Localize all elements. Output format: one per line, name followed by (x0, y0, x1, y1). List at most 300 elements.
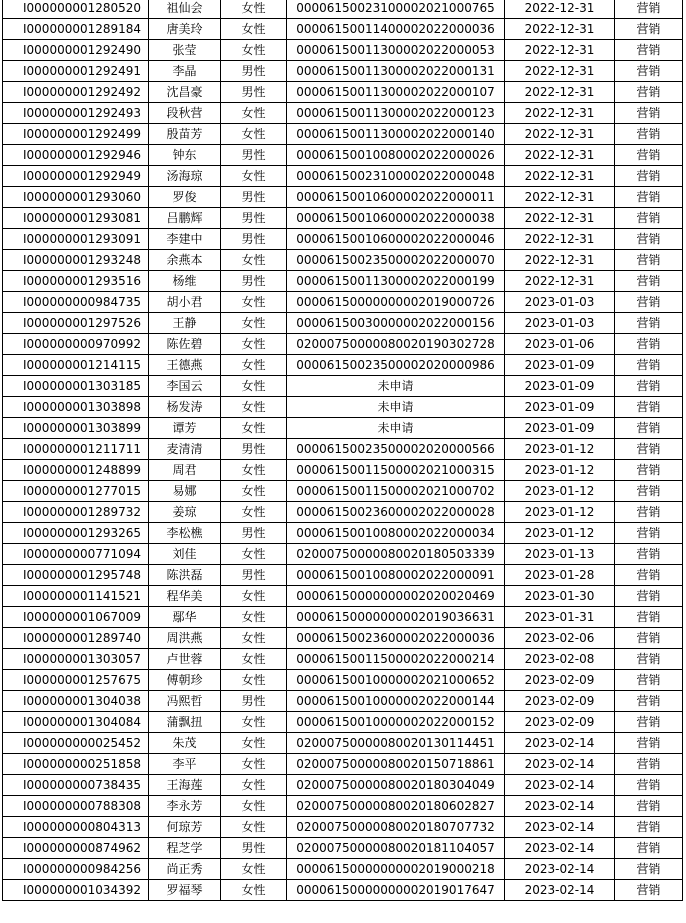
employee-id-cell: I000000000874962 (3, 838, 149, 859)
employee-id-cell: I000000001304038 (3, 691, 149, 712)
employee-id-cell: I000000001289184 (3, 19, 149, 40)
table-row (3, 796, 683, 817)
employee-id-cell: I000000001067009 (3, 607, 149, 628)
date-cell: 2023-02-14 (505, 796, 615, 817)
employee-id-cell: I000000000771094 (3, 544, 149, 565)
date-cell: 2023-02-14 (505, 838, 615, 859)
table-row (3, 649, 683, 670)
table-row (3, 502, 683, 523)
employee-id-cell: I000000001293091 (3, 229, 149, 250)
name-cell: 李永芳 (149, 796, 221, 817)
date-cell: 2022-12-31 (505, 229, 615, 250)
department-cell: 营销 (615, 229, 683, 250)
table-row (3, 628, 683, 649)
certificate-number-cell: 02000750000080020180707732 (287, 817, 505, 838)
certificate-number-cell: 00006150000000002020020469 (287, 586, 505, 607)
department-cell: 营销 (615, 82, 683, 103)
employee-id-cell: I000000001248899 (3, 460, 149, 481)
gender-cell: 女性 (221, 607, 287, 628)
name-cell: 尚正秀 (149, 859, 221, 880)
table-row (3, 481, 683, 502)
certificate-number-cell: 00006150030000002022000156 (287, 313, 505, 334)
department-cell: 营销 (615, 145, 683, 166)
date-cell: 2023-01-28 (505, 565, 615, 586)
name-cell: 沈昌豪 (149, 82, 221, 103)
employee-id-cell: I000000001293516 (3, 271, 149, 292)
name-cell: 唐美玲 (149, 19, 221, 40)
table-row (3, 271, 683, 292)
gender-cell: 男性 (221, 187, 287, 208)
name-cell: 杨维 (149, 271, 221, 292)
department-cell: 营销 (615, 439, 683, 460)
gender-cell: 女性 (221, 502, 287, 523)
certificate-number-cell: 00006150010600002022000046 (287, 229, 505, 250)
gender-cell: 女性 (221, 544, 287, 565)
table-row (3, 61, 683, 82)
date-cell: 2023-01-09 (505, 397, 615, 418)
gender-cell: 男性 (221, 838, 287, 859)
gender-cell: 女性 (221, 628, 287, 649)
date-cell: 2023-01-12 (505, 502, 615, 523)
department-cell: 营销 (615, 334, 683, 355)
employee-id-cell: I000000001211711 (3, 439, 149, 460)
date-cell: 2023-01-09 (505, 376, 615, 397)
table-row (3, 880, 683, 901)
gender-cell: 女性 (221, 712, 287, 733)
certificate-number-cell: 00006150010080002022000091 (287, 565, 505, 586)
table-row (3, 565, 683, 586)
gender-cell: 女性 (221, 250, 287, 271)
name-cell: 祖仙会 (149, 0, 221, 19)
gender-cell: 女性 (221, 376, 287, 397)
date-cell: 2023-01-12 (505, 439, 615, 460)
date-cell: 2022-12-31 (505, 250, 615, 271)
name-cell: 陈洪磊 (149, 565, 221, 586)
employee-id-cell: I000000000788308 (3, 796, 149, 817)
table-row (3, 523, 683, 544)
employee-id-cell: I000000001293060 (3, 187, 149, 208)
certificate-number-cell: 00006150011500002022000214 (287, 649, 505, 670)
certificate-number-cell: 未申请 (287, 397, 505, 418)
name-cell: 钟东 (149, 145, 221, 166)
date-cell: 2023-01-12 (505, 523, 615, 544)
name-cell: 王海莲 (149, 775, 221, 796)
department-cell: 营销 (615, 187, 683, 208)
date-cell: 2022-12-31 (505, 124, 615, 145)
certificate-number-cell: 00006150011300002022000053 (287, 40, 505, 61)
certificate-number-cell: 00006150011300002022000131 (287, 61, 505, 82)
department-cell: 营销 (615, 19, 683, 40)
name-cell: 李晶 (149, 61, 221, 82)
date-cell: 2023-01-06 (505, 334, 615, 355)
table-row (3, 145, 683, 166)
table-row (3, 544, 683, 565)
department-cell: 营销 (615, 124, 683, 145)
employee-id-cell: I000000001289740 (3, 628, 149, 649)
department-cell: 营销 (615, 607, 683, 628)
gender-cell: 女性 (221, 334, 287, 355)
department-cell: 营销 (615, 271, 683, 292)
employee-id-cell: I000000001293081 (3, 208, 149, 229)
employee-id-cell: I000000001292493 (3, 103, 149, 124)
employee-id-cell: I000000001292491 (3, 61, 149, 82)
name-cell: 李建中 (149, 229, 221, 250)
department-cell: 营销 (615, 208, 683, 229)
date-cell: 2022-12-31 (505, 208, 615, 229)
date-cell: 2023-01-09 (505, 355, 615, 376)
gender-cell: 女性 (221, 754, 287, 775)
name-cell: 周洪燕 (149, 628, 221, 649)
employee-id-cell: I000000000804313 (3, 817, 149, 838)
name-cell: 余燕本 (149, 250, 221, 271)
department-cell: 营销 (615, 544, 683, 565)
gender-cell: 男性 (221, 271, 287, 292)
table-row (3, 313, 683, 334)
department-cell: 营销 (615, 733, 683, 754)
table-row (3, 292, 683, 313)
gender-cell: 女性 (221, 103, 287, 124)
employee-id-cell: I000000001280520 (3, 0, 149, 19)
department-cell: 营销 (615, 0, 683, 19)
name-cell: 张莹 (149, 40, 221, 61)
gender-cell: 男性 (221, 61, 287, 82)
certificate-number-cell: 00006150011500002021000315 (287, 460, 505, 481)
gender-cell: 女性 (221, 355, 287, 376)
name-cell: 罗俊 (149, 187, 221, 208)
date-cell: 2023-01-12 (505, 481, 615, 502)
gender-cell: 女性 (221, 817, 287, 838)
date-cell: 2023-01-12 (505, 460, 615, 481)
date-cell: 2022-12-31 (505, 166, 615, 187)
certificate-number-cell: 02000750000080020190302728 (287, 334, 505, 355)
certificate-number-cell: 00006150010000002021000652 (287, 670, 505, 691)
name-cell: 吕鹏辉 (149, 208, 221, 229)
table-row (3, 670, 683, 691)
name-cell: 朱茂 (149, 733, 221, 754)
name-cell: 李松樵 (149, 523, 221, 544)
date-cell: 2022-12-31 (505, 82, 615, 103)
table-body (3, 0, 683, 901)
department-cell: 营销 (615, 397, 683, 418)
gender-cell: 男性 (221, 145, 287, 166)
table-row (3, 355, 683, 376)
table-row (3, 859, 683, 880)
name-cell: 蒲飘扭 (149, 712, 221, 733)
gender-cell: 女性 (221, 40, 287, 61)
date-cell: 2023-02-14 (505, 859, 615, 880)
employee-id-cell: I000000001297526 (3, 313, 149, 334)
employee-id-cell: I000000000984735 (3, 292, 149, 313)
table-row (3, 817, 683, 838)
name-cell: 周君 (149, 460, 221, 481)
name-cell: 卢世蓉 (149, 649, 221, 670)
gender-cell: 女性 (221, 733, 287, 754)
table-row (3, 418, 683, 439)
employee-id-cell: I000000000251858 (3, 754, 149, 775)
department-cell: 营销 (615, 313, 683, 334)
certificate-number-cell: 00006150023600002022000028 (287, 502, 505, 523)
certificate-number-cell: 02000750000080020180602827 (287, 796, 505, 817)
table-row (3, 250, 683, 271)
employee-id-cell: I000000001277015 (3, 481, 149, 502)
table-row (3, 334, 683, 355)
employee-id-cell: I000000001303057 (3, 649, 149, 670)
gender-cell: 男性 (221, 439, 287, 460)
date-cell: 2023-02-14 (505, 733, 615, 754)
date-cell: 2023-02-14 (505, 754, 615, 775)
certificate-number-cell: 未申请 (287, 376, 505, 397)
date-cell: 2022-12-31 (505, 0, 615, 19)
department-cell: 营销 (615, 166, 683, 187)
gender-cell: 男性 (221, 523, 287, 544)
name-cell: 罗福琴 (149, 880, 221, 901)
certificate-number-cell: 00006150011300002022000199 (287, 271, 505, 292)
table-row (3, 460, 683, 481)
employee-id-cell: I000000001304084 (3, 712, 149, 733)
name-cell: 李平 (149, 754, 221, 775)
date-cell: 2023-02-14 (505, 775, 615, 796)
name-cell: 陈佐碧 (149, 334, 221, 355)
table-row (3, 838, 683, 859)
department-cell: 营销 (615, 754, 683, 775)
certificate-number-cell: 00006150000000002019000218 (287, 859, 505, 880)
date-cell: 2023-02-09 (505, 691, 615, 712)
department-cell: 营销 (615, 481, 683, 502)
certificate-number-cell: 02000750000080020150718861 (287, 754, 505, 775)
gender-cell: 女性 (221, 397, 287, 418)
gender-cell: 男性 (221, 229, 287, 250)
gender-cell: 女性 (221, 313, 287, 334)
name-cell: 汤海琼 (149, 166, 221, 187)
gender-cell: 男性 (221, 565, 287, 586)
name-cell: 程华美 (149, 586, 221, 607)
name-cell: 程芝学 (149, 838, 221, 859)
gender-cell: 女性 (221, 796, 287, 817)
certificate-number-cell: 00006150023500002020000566 (287, 439, 505, 460)
gender-cell: 女性 (221, 880, 287, 901)
employee-id-cell: I000000000738435 (3, 775, 149, 796)
name-cell: 段秋营 (149, 103, 221, 124)
gender-cell: 女性 (221, 19, 287, 40)
department-cell: 营销 (615, 103, 683, 124)
name-cell: 何琼芳 (149, 817, 221, 838)
date-cell: 2023-02-09 (505, 670, 615, 691)
employee-id-cell: I000000001293248 (3, 250, 149, 271)
name-cell: 王静 (149, 313, 221, 334)
employee-id-cell: I000000001295748 (3, 565, 149, 586)
name-cell: 麦清清 (149, 439, 221, 460)
department-cell: 营销 (615, 61, 683, 82)
name-cell: 杨发涛 (149, 397, 221, 418)
department-cell: 营销 (615, 586, 683, 607)
department-cell: 营销 (615, 355, 683, 376)
certificate-number-cell: 00006150011400002022000036 (287, 19, 505, 40)
table-row (3, 208, 683, 229)
employee-id-cell: I000000000984256 (3, 859, 149, 880)
table-row (3, 397, 683, 418)
date-cell: 2023-01-03 (505, 313, 615, 334)
department-cell: 营销 (615, 670, 683, 691)
table-row (3, 187, 683, 208)
department-cell: 营销 (615, 628, 683, 649)
employee-id-cell: I000000000025452 (3, 733, 149, 754)
table-row (3, 124, 683, 145)
personnel-table (2, 0, 683, 901)
date-cell: 2023-02-14 (505, 817, 615, 838)
gender-cell: 女性 (221, 670, 287, 691)
name-cell: 鄢华 (149, 607, 221, 628)
department-cell: 营销 (615, 376, 683, 397)
date-cell: 2023-01-03 (505, 292, 615, 313)
certificate-number-cell: 00006150011500002021000702 (287, 481, 505, 502)
gender-cell: 男性 (221, 82, 287, 103)
employee-id-cell: I000000001292490 (3, 40, 149, 61)
name-cell: 刘佳 (149, 544, 221, 565)
department-cell: 营销 (615, 460, 683, 481)
date-cell: 2023-02-06 (505, 628, 615, 649)
department-cell: 营销 (615, 712, 683, 733)
certificate-number-cell: 00006150010080002022000034 (287, 523, 505, 544)
date-cell: 2022-12-31 (505, 271, 615, 292)
certificate-number-cell: 00006150011300002022000123 (287, 103, 505, 124)
name-cell: 谭芳 (149, 418, 221, 439)
certificate-number-cell: 02000750000080020180304049 (287, 775, 505, 796)
name-cell: 李国云 (149, 376, 221, 397)
date-cell: 2022-12-31 (505, 103, 615, 124)
date-cell: 2023-02-14 (505, 880, 615, 901)
certificate-number-cell: 00006150010600002022000011 (287, 187, 505, 208)
certificate-number-cell: 00006150010080002022000026 (287, 145, 505, 166)
employee-id-cell: I000000001303898 (3, 397, 149, 418)
name-cell: 傅朝珍 (149, 670, 221, 691)
table-row (3, 712, 683, 733)
certificate-number-cell: 00006150023500002020000986 (287, 355, 505, 376)
table-row (3, 733, 683, 754)
table-row (3, 754, 683, 775)
table-row (3, 19, 683, 40)
name-cell: 胡小君 (149, 292, 221, 313)
certificate-number-cell: 02000750000080020180503339 (287, 544, 505, 565)
certificate-number-cell: 00006150011300002022000140 (287, 124, 505, 145)
name-cell: 殷苗芳 (149, 124, 221, 145)
certificate-number-cell: 00006150010000002022000144 (287, 691, 505, 712)
date-cell: 2022-12-31 (505, 145, 615, 166)
gender-cell: 男性 (221, 691, 287, 712)
date-cell: 2022-12-31 (505, 61, 615, 82)
date-cell: 2022-12-31 (505, 40, 615, 61)
certificate-number-cell: 00006150000000002019017647 (287, 880, 505, 901)
name-cell: 冯熙哲 (149, 691, 221, 712)
table-row (3, 586, 683, 607)
gender-cell: 女性 (221, 775, 287, 796)
gender-cell: 女性 (221, 124, 287, 145)
certificate-number-cell: 未申请 (287, 418, 505, 439)
employee-id-cell: I000000001292949 (3, 166, 149, 187)
date-cell: 2022-12-31 (505, 187, 615, 208)
department-cell: 营销 (615, 250, 683, 271)
table-row (3, 376, 683, 397)
department-cell: 营销 (615, 691, 683, 712)
employee-id-cell: I000000001293265 (3, 523, 149, 544)
certificate-number-cell: 00006150023600002022000036 (287, 628, 505, 649)
date-cell: 2022-12-31 (505, 19, 615, 40)
gender-cell: 女性 (221, 166, 287, 187)
department-cell: 营销 (615, 502, 683, 523)
employee-id-cell: I000000001303185 (3, 376, 149, 397)
table-row (3, 166, 683, 187)
table-row (3, 229, 683, 250)
table-row (3, 607, 683, 628)
certificate-number-cell: 00006150000000002019036631 (287, 607, 505, 628)
gender-cell: 女性 (221, 586, 287, 607)
table-row (3, 82, 683, 103)
date-cell: 2023-02-08 (505, 649, 615, 670)
name-cell: 王德燕 (149, 355, 221, 376)
certificate-number-cell: 00006150010600002022000038 (287, 208, 505, 229)
certificate-number-cell: 02000750000080020130114451 (287, 733, 505, 754)
department-cell: 营销 (615, 880, 683, 901)
department-cell: 营销 (615, 796, 683, 817)
gender-cell: 男性 (221, 208, 287, 229)
department-cell: 营销 (615, 838, 683, 859)
employee-id-cell: I000000001034392 (3, 880, 149, 901)
table-row (3, 439, 683, 460)
employee-id-cell: I000000001303899 (3, 418, 149, 439)
gender-cell: 女性 (221, 649, 287, 670)
date-cell: 2023-01-13 (505, 544, 615, 565)
certificate-number-cell: 00006150010000002022000152 (287, 712, 505, 733)
certificate-number-cell: 00006150011300002022000107 (287, 82, 505, 103)
employee-id-cell: I000000001257675 (3, 670, 149, 691)
date-cell: 2023-01-31 (505, 607, 615, 628)
department-cell: 营销 (615, 775, 683, 796)
department-cell: 营销 (615, 649, 683, 670)
certificate-number-cell: 00006150023100002021000765 (287, 0, 505, 19)
gender-cell: 女性 (221, 481, 287, 502)
name-cell: 姜琼 (149, 502, 221, 523)
certificate-number-cell: 00006150000000002019000726 (287, 292, 505, 313)
employee-id-cell: I000000001289732 (3, 502, 149, 523)
department-cell: 营销 (615, 817, 683, 838)
gender-cell: 女性 (221, 418, 287, 439)
table-row (3, 775, 683, 796)
department-cell: 营销 (615, 859, 683, 880)
name-cell: 易娜 (149, 481, 221, 502)
table-row (3, 691, 683, 712)
date-cell: 2023-01-09 (505, 418, 615, 439)
gender-cell: 女性 (221, 0, 287, 19)
department-cell: 营销 (615, 523, 683, 544)
gender-cell: 女性 (221, 460, 287, 481)
gender-cell: 女性 (221, 859, 287, 880)
table-row (3, 0, 683, 19)
department-cell: 营销 (615, 565, 683, 586)
department-cell: 营销 (615, 292, 683, 313)
date-cell: 2023-01-30 (505, 586, 615, 607)
gender-cell: 女性 (221, 292, 287, 313)
employee-id-cell: I000000000970992 (3, 334, 149, 355)
employee-id-cell: I000000001141521 (3, 586, 149, 607)
certificate-number-cell: 02000750000080020181104057 (287, 838, 505, 859)
employee-id-cell: I000000001292499 (3, 124, 149, 145)
department-cell: 营销 (615, 418, 683, 439)
table-row (3, 40, 683, 61)
department-cell: 营销 (615, 40, 683, 61)
table-row (3, 103, 683, 124)
certificate-number-cell: 00006150023100002022000048 (287, 166, 505, 187)
date-cell: 2023-02-09 (505, 712, 615, 733)
employee-id-cell: I000000001292492 (3, 82, 149, 103)
